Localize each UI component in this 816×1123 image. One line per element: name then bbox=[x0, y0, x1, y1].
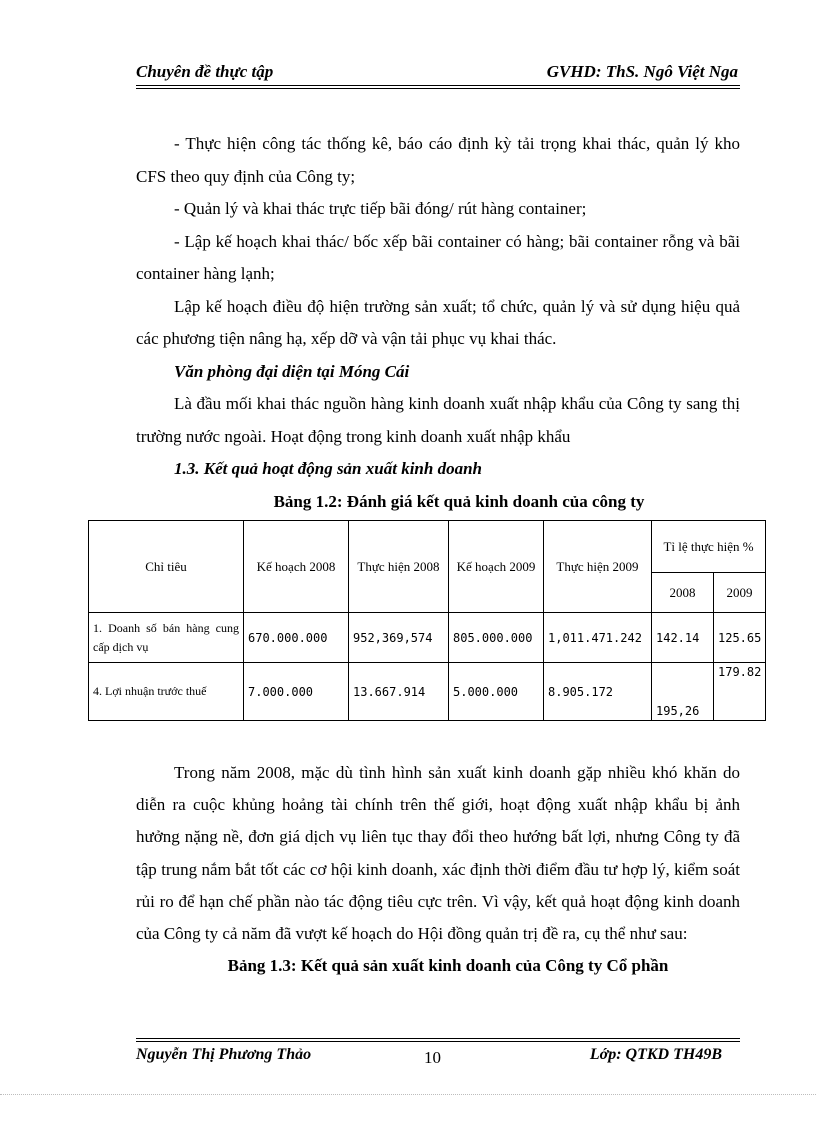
col-header-ratio: Tỉ lệ thực hiện % bbox=[652, 521, 766, 573]
row-label: 4. Lợi nhuận trước thuế bbox=[89, 663, 244, 721]
col-header-plan-2008: Kế hoạch 2008 bbox=[244, 521, 349, 613]
cell-plan-2008: 7.000.000 bbox=[244, 663, 349, 721]
page-footer bbox=[136, 1044, 740, 1068]
header-supervisor: GVHD: ThS. Ngô Việt Nga bbox=[546, 62, 738, 81]
footer-rule bbox=[136, 1041, 740, 1042]
header-title: Chuyên đề thực tập bbox=[136, 62, 274, 81]
table-row bbox=[89, 663, 766, 721]
cell-ratio-2008: 142.14 bbox=[652, 613, 714, 663]
header-rule bbox=[136, 85, 740, 86]
paragraph: - Thực hiện công tác thống kê, báo cáo định kỳ tải trọng khai thác, quản lý kho CFS theo quy định của Công ty; bbox=[136, 134, 740, 186]
table-header-row bbox=[89, 521, 766, 573]
table-caption: Bảng 1.3: Kết quả sản xuất kinh doanh của Công ty Cổ phần bbox=[227, 956, 669, 976]
col-header-indicator: Chỉ tiêu bbox=[89, 521, 244, 613]
table-caption: Bảng 1.2: Đánh giá kết quả kinh doanh của công ty bbox=[273, 491, 645, 511]
paragraph: Là đầu mối khai thác nguồn hàng kinh doanh xuất nhập khẩu của Công ty sang thị trường nước ngoài. Hoạt động trong kinh doanh xuất nhập khẩu bbox=[136, 394, 740, 446]
paragraph: Lập kế hoạch điều độ hiện trường sản xuất; tổ chức, quản lý và sử dụng hiệu quả các phương tiện nâng hạ, xếp dỡ và vận tải phục vụ khai thác. bbox=[136, 296, 740, 348]
col-header-ratio-2008: 2008 bbox=[652, 573, 714, 613]
row-label: 1. Doanh số bán hàng cung cấp dịch vụ bbox=[89, 613, 244, 663]
body-text bbox=[136, 128, 740, 518]
page-header bbox=[136, 58, 740, 84]
section-title: Văn phòng đại diện tại Móng Cái bbox=[174, 361, 410, 381]
cell-plan-2009: 805.000.000 bbox=[449, 613, 544, 663]
cell-ratio-2008: 195,26 bbox=[652, 663, 714, 721]
col-header-plan-2009: Kế hoạch 2009 bbox=[449, 521, 544, 613]
footer-author: Nguyễn Thị Phương Thảo bbox=[136, 1046, 312, 1063]
col-header-actual-2009: Thực hiện 2009 bbox=[544, 521, 652, 613]
paragraph: Trong năm 2008, mặc dù tình hình sản xuất kinh doanh gặp nhiều khó khăn do diễn ra cuộc khủng hoảng tài chính trên thế giới, hoạt động xuất nhập khẩu bị ảnh hưởng nặng nề, đơn giá dịch vụ liên tục thay đổi theo hướng bất lợi, nhưng Công ty đã tập trung nắm bắt tốt các cơ hội kinh doanh, xác định thời điểm đầu tư hợp lý, kiểm soát rủi ro để hạn chế phần nào tác động tiêu cực trên. Vì vậy, kết quả hoạt động kinh doanh của Công ty cả năm đã vượt kế hoạch do Hội đồng quản trị đề ra, cụ thể như sau: bbox=[136, 763, 740, 944]
col-header-ratio-2009: 2009 bbox=[714, 573, 766, 613]
header-rule-thin bbox=[136, 88, 740, 89]
table-row bbox=[89, 613, 766, 663]
page-edge-dotted bbox=[0, 1094, 816, 1095]
results-table bbox=[88, 520, 766, 721]
cell-actual-2009: 1,011.471.242 bbox=[544, 613, 652, 663]
cell-actual-2008: 952,369,574 bbox=[349, 613, 449, 663]
page-number: 10 bbox=[424, 1048, 441, 1067]
cell-ratio-2009: 179.82 bbox=[714, 663, 766, 721]
section-heading: 1.3. Kết quả hoạt động sản xuất kinh doanh bbox=[174, 459, 482, 478]
cell-ratio-2009: 125.65 bbox=[714, 613, 766, 663]
paragraph: - Lập kế hoạch khai thác/ bốc xếp bãi container có hàng; bãi container rỗng và bãi container hàng lạnh; bbox=[136, 231, 740, 283]
cell-plan-2009: 5.000.000 bbox=[449, 663, 544, 721]
paragraph: - Quản lý và khai thác trực tiếp bãi đóng/ rút hàng container; bbox=[174, 199, 587, 218]
cell-plan-2008: 670.000.000 bbox=[244, 613, 349, 663]
body-text-2 bbox=[136, 757, 740, 982]
cell-actual-2009: 8.905.172 bbox=[544, 663, 652, 721]
col-header-actual-2008: Thực hiện 2008 bbox=[349, 521, 449, 613]
cell-actual-2008: 13.667.914 bbox=[349, 663, 449, 721]
footer-rule-thin bbox=[136, 1038, 740, 1039]
footer-class: Lớp: QTKD TH49B bbox=[589, 1046, 722, 1063]
